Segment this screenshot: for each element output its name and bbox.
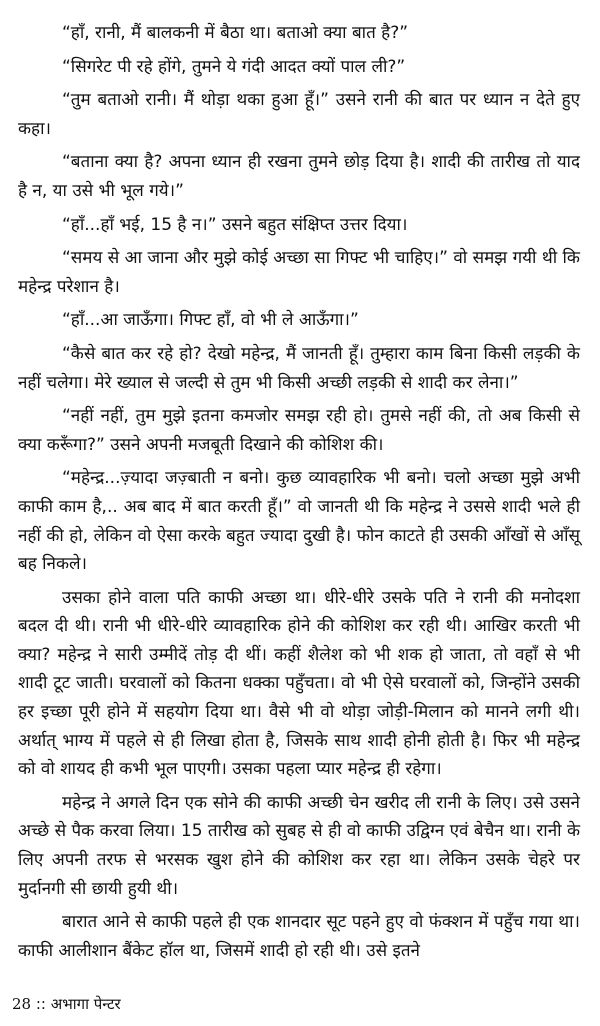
paragraph: “समय से आ जाना और मुझे कोई अच्छा सा गिफ्ट भी चाहिए।” वो समझ गयी थी कि महेन्द्र परेशान है। [18,248,580,297]
paragraph: उसका होने वाला पति काफी अच्छा था। धीरे-धीरे उसके पति ने रानी की मनोदशा बदल दी थी। रानी भी धीरे-धीरे व्यावहारिक होने की कोशिश कर रही थी। आखिर करती भी क्या? महेन्द्र ने सारी उम्मीदें तोड़ दी थीं। कहीं शैलेश को भी शक हो जाता, तो वहाँ से भी शादी टूट जाती। घरवालों को कितना धक्का पहुँचता। वो भी ऐसे घरवालों को, जिन्होंने उसकी हर इच्छा पूरी होने में सहयोग दिया था। वैसे भी वो थोड़ा जोड़ी-मिलान को मानने लगी थी। अर्थात् भाग्य में पहले से ही लिखा होता है, जिसके साथ शादी होनी होती है। फिर भी महेन्द्र को वो शायद ही कभी भूल पाएगी। उसका पहला प्यार महेन्द्र ही रहेगा। [18,587,580,780]
paragraph: महेन्द्र ने अगले दिन एक सोने की काफी अच्छी चेन खरीद ली रानी के लिए। उसे उसने अच्छे से पैक करवा लिया। 15 तारीख को सुबह से ही वो काफी उद्विग्न एवं बेचैन था। रानी के लिए अपनी तरफ से भरसक खुश होने की कोशिश कर रहा था। लेकिन उसके चेहरे पर मुर्दानगी सी छायी हुयी थी। [18,792,581,899]
paragraph: बारात आने से काफी पहले ही एक शानदार सूट पहने हुए वो फंक्शन में पहुँच गया था। काफी आलीशान बैंकेट हॉल था, जिसमें शादी हो रही थी। उसे इतने [18,912,580,961]
paragraph: “महेन्द्र...ज़्यादा जज़्बाती न बनो। कुछ व्यावहारिक भी बनो। चलो अच्छा मुझे अभी काफी काम है,.. अब बाद में बात करती हूँ।” वो जानती थी कि महेन्द्र ने उससे शादी भले ही नहीं की हो, लेकिन वो ऐसा करके बहुत ज्यादा दुखी है। फोन काटते ही उसकी आँखों से आँसू बह निकले। [18,468,580,575]
paragraph: “सिगरेट पी रहे होंगे, तुमने ये गंदी आदत क्यों पाल ली?” [62,56,406,77]
paragraph: “बताना क्या है? अपना ध्यान ही रखना तुमने छोड़ दिया है। शादी की तारीख तो याद है न, या उसे भी भूल गये।” [18,152,580,201]
paragraph: “हाँ...हाँ भई, 15 है न।” उसने बहुत संक्षिप्त उत्तर दिया। [62,214,408,235]
paragraph: “तुम बताओ रानी। मैं थोड़ा थका हुआ हूँ।” उसने रानी की बात पर ध्यान न देते हुए कहा। [18,90,580,139]
paragraph: “हाँ...आ जाऊँगा। गिफ्ट हाँ, वो भी ले आऊँगा।” [62,310,359,331]
paragraph: “हाँ, रानी, मैं बालकनी में बैठा था। बताओ क्या बात है?” [62,23,409,43]
page-body [18,19,580,970]
footer-separator: :: [35,995,46,1013]
paragraph: “नहीं नहीं, तुम मुझे इतना कमजोर समझ रही हो। तुमसे नहीं की, तो अब किसी से क्या करूँगा?” उसने अपनी मजबूती दिखाने की कोशिश की। [18,406,580,455]
page-number: 28 [12,995,32,1013]
paragraph: “कैसे बात कर रहे हो? देखो महेन्द्र, मैं जानती हूँ। तुम्हारा काम बिना किसी लड़की के नहीं चलेगा। मेरे ख्याल से जल्दी से तुम भी किसी अच्छी लड़की से शादी कर लेना।” [18,343,580,393]
book-title: अभागा पेन्टर [50,995,121,1013]
page-footer [12,994,121,1014]
